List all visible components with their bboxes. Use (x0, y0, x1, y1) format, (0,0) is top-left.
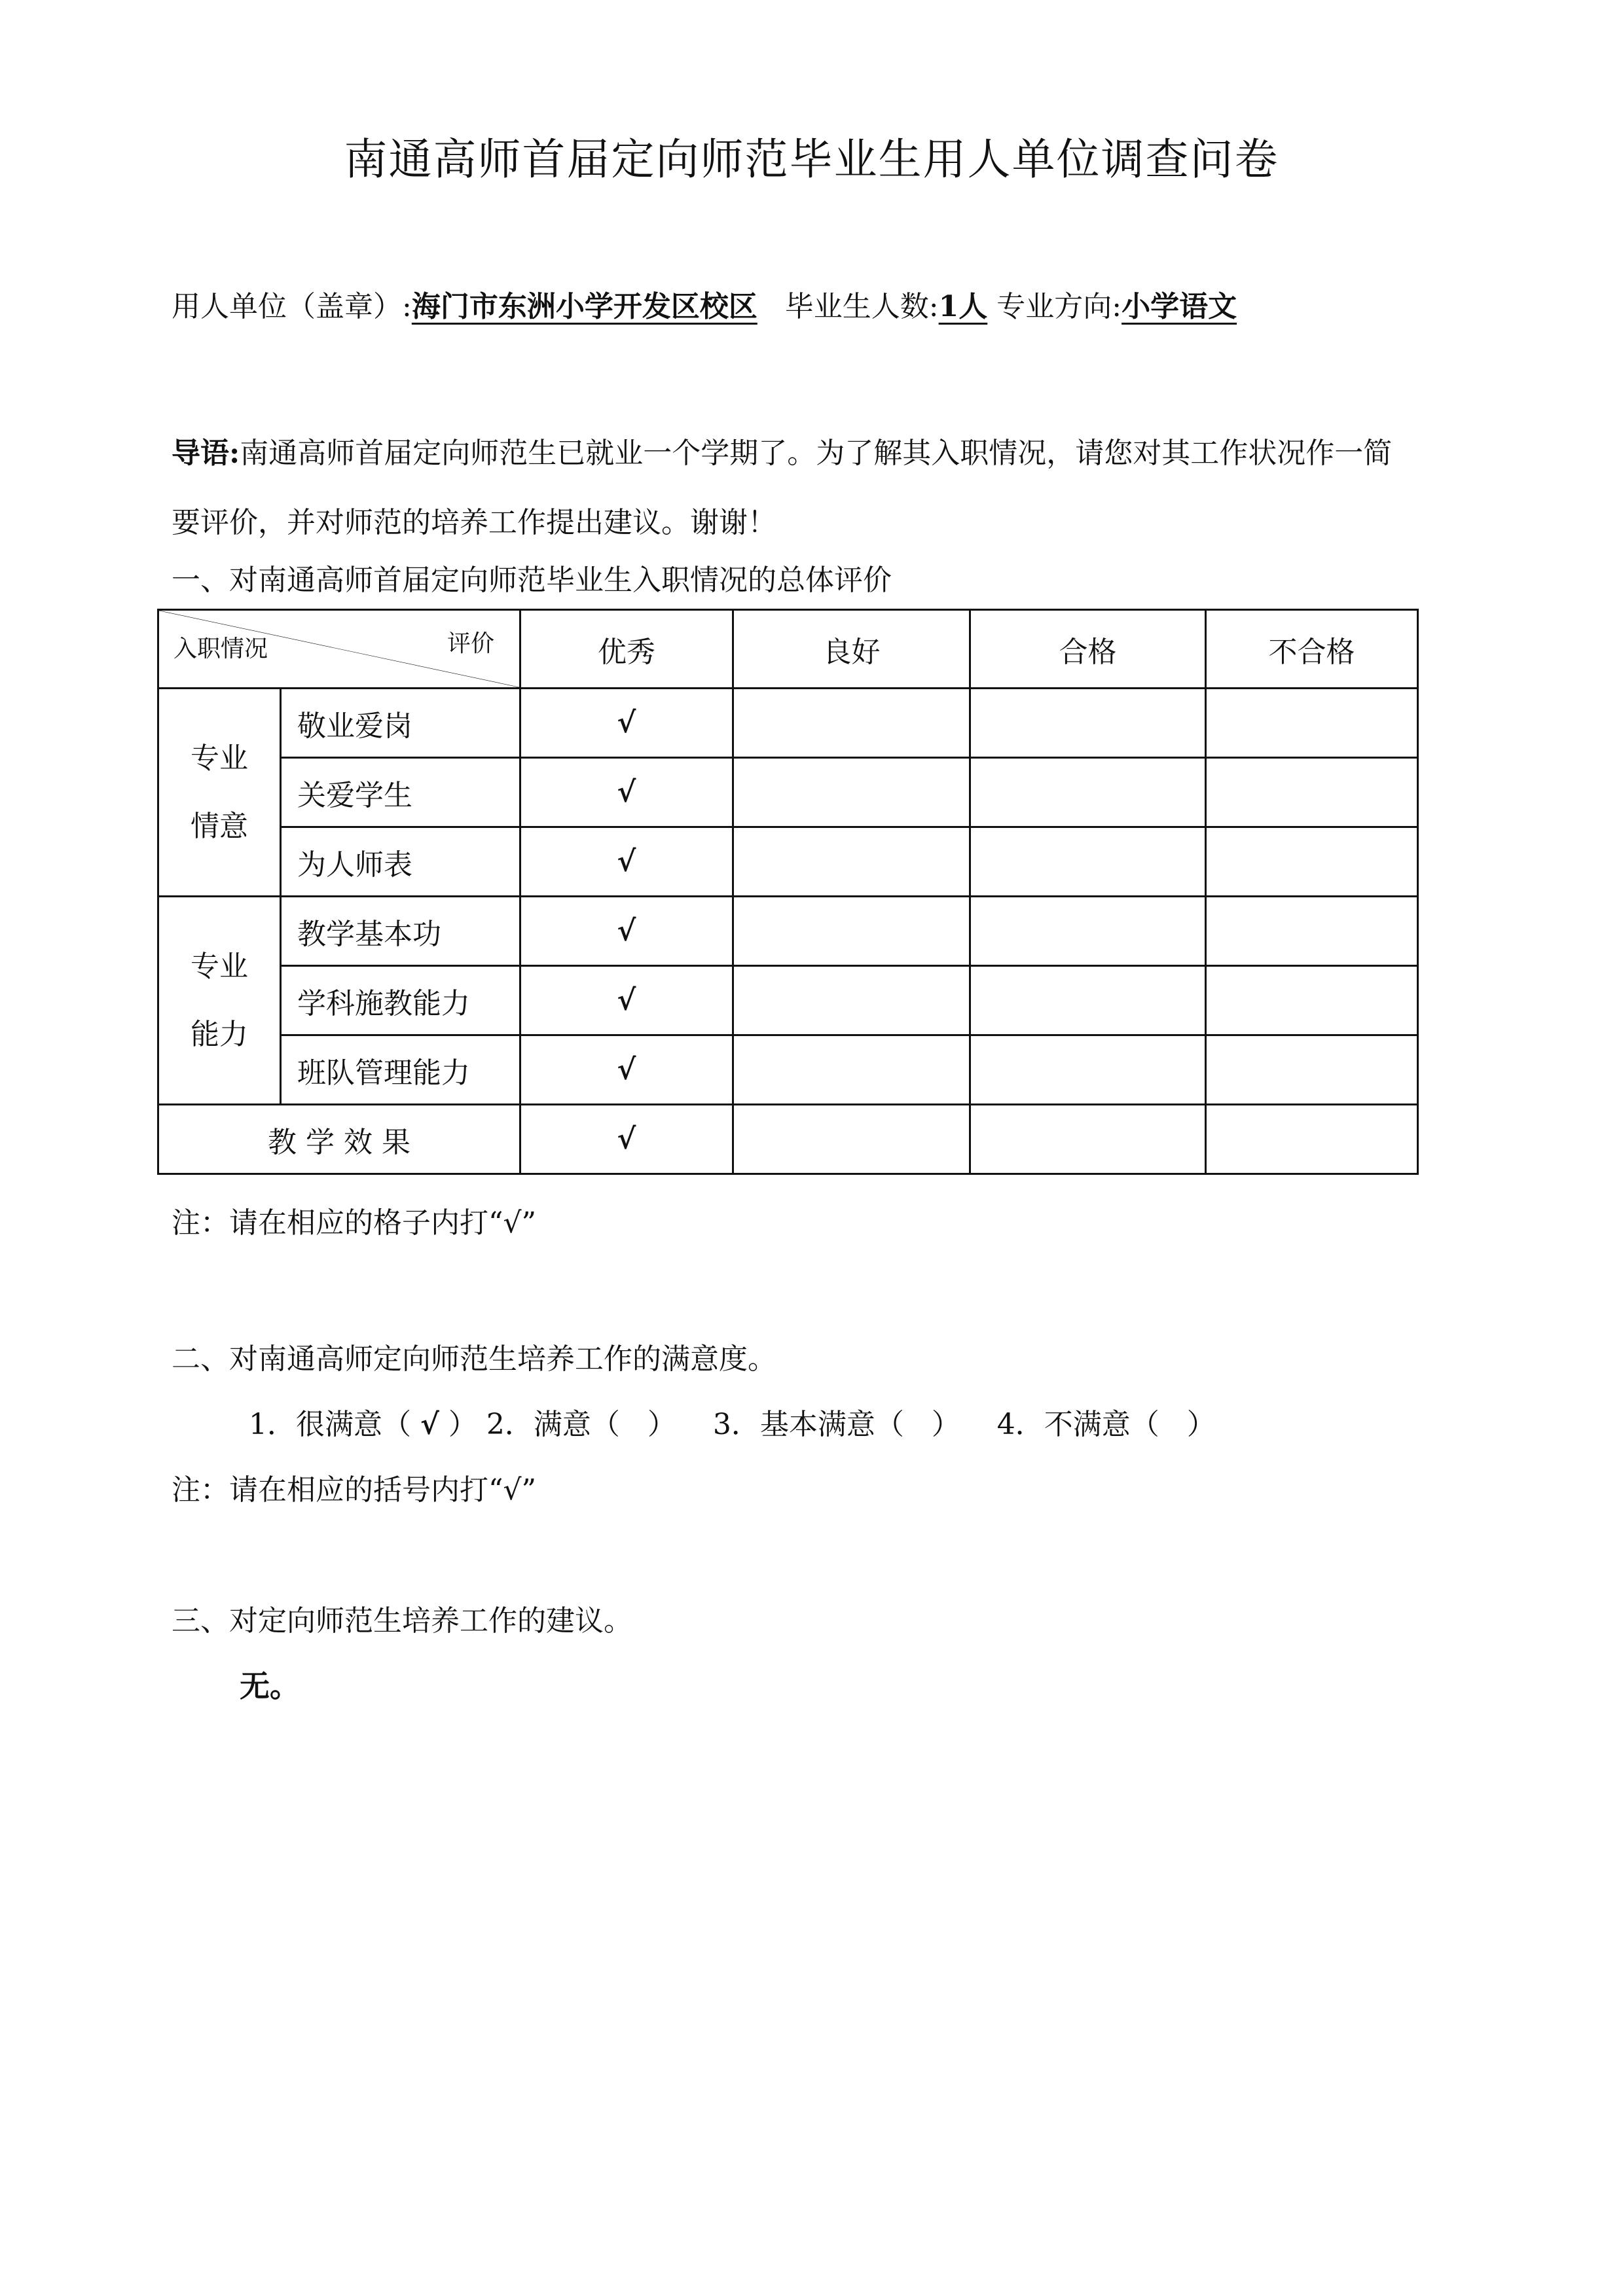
empty-cell (970, 689, 1206, 758)
intro-text: 南通高师首届定向师范生已就业一个学期了。为了解其入职情况，请您对其工作状况作一简要评价，并对师范的培养工作提出建议。谢谢！ (172, 437, 1393, 539)
item-name: 关爱学生 (281, 758, 520, 827)
item-name: 为人师表 (281, 827, 520, 897)
empty-cell (1206, 1105, 1418, 1174)
option-close: ） (931, 1408, 960, 1441)
category-label: 专业 (191, 741, 248, 775)
intro-paragraph (172, 419, 1415, 558)
column-header: 合格 (970, 610, 1206, 689)
corner-col-header: 评价 (447, 630, 494, 657)
empty-cell (733, 1035, 970, 1105)
category-cell (158, 689, 281, 897)
check-mark: √ (520, 966, 733, 1035)
empty-cell (733, 758, 970, 827)
suggestion-answer: 无。 (240, 1668, 300, 1704)
empty-cell (1206, 1035, 1418, 1105)
check-mark: √ (520, 689, 733, 758)
section3-heading: 三、对定向师范生培养工作的建议。 (172, 1604, 632, 1638)
option-close: ） (1186, 1408, 1216, 1441)
option-close: ） (647, 1408, 676, 1441)
category-label: 能力 (191, 1017, 248, 1051)
effect-row-label: 教 学 效 果 (158, 1105, 520, 1174)
category-label: 情意 (191, 809, 248, 843)
check-mark: √ (520, 1035, 733, 1105)
options-note: 注：请在相应的括号内打“√” (172, 1473, 537, 1507)
table-header-row (158, 610, 1418, 689)
satisfaction-options (249, 1401, 1216, 1443)
major-value: 小学语文 (1122, 290, 1237, 323)
corner-row-header: 入职情况 (173, 636, 268, 662)
table-row (158, 758, 1418, 827)
option-3 (713, 1408, 960, 1441)
table-row (158, 897, 1418, 966)
section2-heading: 二、对南通高师定向师范生培养工作的满意度。 (172, 1342, 776, 1376)
empty-cell (970, 758, 1206, 827)
option-label: 2．满意（ (486, 1408, 620, 1441)
table-row (158, 1035, 1418, 1105)
option-4 (997, 1408, 1216, 1441)
graduate-count-value: 1人 (938, 290, 988, 323)
unit-value: 海门市东洲小学开发区校区 (411, 290, 757, 323)
table-row (158, 689, 1418, 758)
section1-heading: 一、对南通高师首届定向师范毕业生入职情况的总体评价 (172, 564, 892, 597)
graduate-count-label: 毕业生人数: (784, 290, 939, 323)
empty-cell (970, 966, 1206, 1035)
corner-header-cell (158, 610, 520, 689)
empty-cell (1206, 758, 1418, 827)
unit-label: 用人单位（盖章）: (172, 290, 412, 323)
column-header: 良好 (733, 610, 970, 689)
intro-lead: 导语: (172, 437, 240, 470)
item-name: 教学基本功 (281, 897, 520, 966)
table-row (158, 827, 1418, 897)
category-cell (158, 897, 281, 1105)
info-line (172, 283, 1237, 325)
empty-cell (733, 897, 970, 966)
category-label: 专业 (191, 949, 248, 983)
option-mark: √ (420, 1408, 439, 1441)
empty-cell (1206, 689, 1418, 758)
empty-cell (733, 827, 970, 897)
check-mark: √ (520, 1105, 733, 1174)
check-mark: √ (520, 897, 733, 966)
option-label: 1．很满意（ (249, 1408, 411, 1441)
empty-cell (1206, 966, 1418, 1035)
empty-cell (970, 897, 1206, 966)
empty-cell (733, 966, 970, 1035)
check-mark: √ (520, 827, 733, 897)
empty-cell (733, 1105, 970, 1174)
page-title: 南通高师首届定向师范毕业生用人单位调查问卷 (344, 134, 1279, 185)
evaluation-table (157, 609, 1419, 1175)
option-label: 3．基本满意（ (712, 1408, 904, 1441)
table-note: 注：请在相应的格子内打“√” (172, 1206, 537, 1240)
column-header: 优秀 (520, 610, 733, 689)
option-close: ） (448, 1408, 477, 1441)
item-name: 班队管理能力 (281, 1035, 520, 1105)
option-1 (249, 1408, 477, 1441)
empty-cell (970, 827, 1206, 897)
empty-cell (1206, 897, 1418, 966)
empty-cell (970, 1035, 1206, 1105)
check-mark: √ (520, 758, 733, 827)
major-label: 专业方向: (996, 290, 1122, 323)
item-name: 学科施教能力 (281, 966, 520, 1035)
table-row (158, 966, 1418, 1035)
column-header: 不合格 (1206, 610, 1418, 689)
option-2 (486, 1408, 676, 1441)
empty-cell (1206, 827, 1418, 897)
table-row (158, 1105, 1418, 1174)
item-name: 敬业爱岗 (281, 689, 520, 758)
option-label: 4．不满意（ (996, 1408, 1159, 1441)
empty-cell (970, 1105, 1206, 1174)
empty-cell (733, 689, 970, 758)
